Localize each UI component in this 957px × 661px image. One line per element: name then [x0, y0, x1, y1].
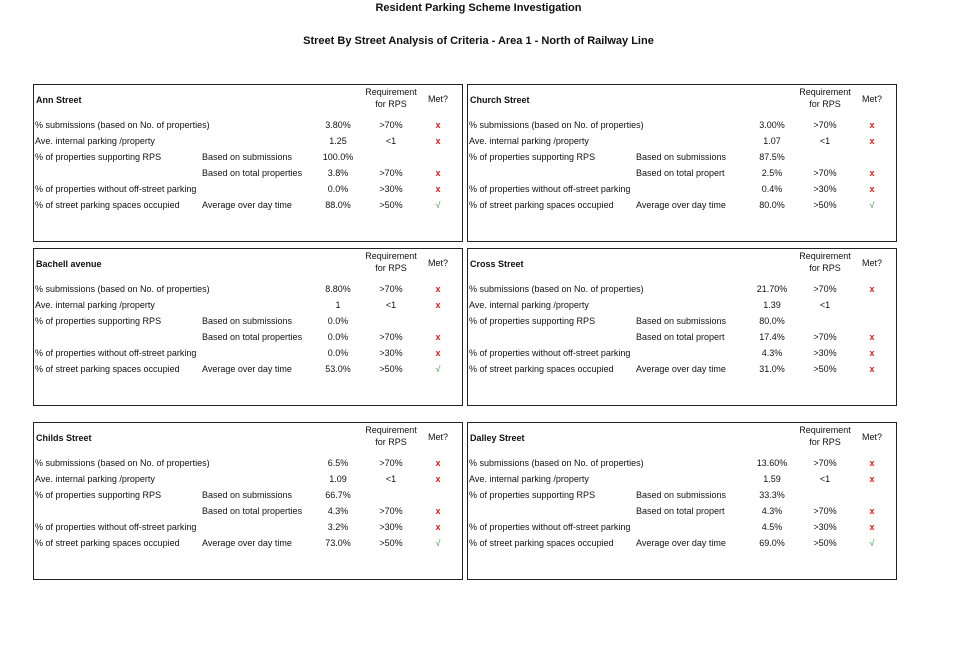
requirement-header: Requirement for RPS	[365, 87, 417, 109]
criteria-value: 0.0%	[327, 348, 349, 358]
criteria-label: % of street parking spaces occupied	[469, 364, 614, 374]
requirement-value: >30%	[813, 522, 837, 532]
criteria-row	[34, 150, 462, 164]
criteria-row	[468, 520, 896, 534]
criteria-row	[34, 182, 462, 196]
criteria-row	[468, 504, 896, 518]
criteria-row	[34, 314, 462, 328]
requirement-value: >70%	[379, 168, 403, 178]
criteria-row	[34, 198, 462, 212]
criteria-label: Ave. internal parking /property	[35, 136, 155, 146]
criteria-label: % of properties without off-street parking	[35, 522, 197, 532]
criteria-label: % of properties without off-street parking	[35, 348, 197, 358]
requirement-value: >70%	[379, 332, 403, 342]
panel-header	[34, 249, 462, 281]
criteria-basis: Based on total propert	[636, 168, 725, 178]
criteria-value: 17.4%	[759, 332, 785, 342]
criteria-row	[34, 166, 462, 180]
criteria-basis: Based on total properties	[202, 168, 303, 178]
criteria-label: % of properties without off-street parking	[35, 184, 197, 194]
not-met-x-icon: x	[869, 458, 875, 468]
requirement-value: >70%	[379, 458, 403, 468]
criteria-label: % of properties without off-street parking	[469, 184, 631, 194]
criteria-row	[34, 298, 462, 312]
criteria-value: 3.8%	[327, 168, 349, 178]
report-title: Resident Parking Scheme Investigation	[375, 2, 582, 14]
not-met-x-icon: x	[435, 474, 441, 484]
requirement-value: >30%	[379, 348, 403, 358]
street-panel	[467, 84, 897, 242]
not-met-x-icon: x	[869, 184, 875, 194]
criteria-row	[468, 182, 896, 196]
criteria-value: 2.5%	[761, 168, 783, 178]
criteria-label: Ave. internal parking /property	[469, 474, 589, 484]
criteria-value: 66.7%	[325, 490, 351, 500]
criteria-value: 69.0%	[759, 538, 785, 548]
criteria-label: % of street parking spaces occupied	[35, 364, 180, 374]
criteria-row	[34, 346, 462, 360]
criteria-row	[468, 282, 896, 296]
criteria-basis: Average over day time	[202, 200, 292, 210]
criteria-value: 1.09	[329, 474, 347, 484]
not-met-x-icon: x	[435, 184, 441, 194]
criteria-label: % of properties supporting RPS	[35, 152, 162, 162]
requirement-value: >50%	[379, 200, 403, 210]
street-panel	[467, 422, 897, 580]
requirement-value: <1	[385, 136, 397, 146]
requirement-header: Requirement for RPS	[799, 251, 851, 273]
criteria-basis: Based on total properties	[202, 332, 303, 342]
criteria-label: Ave. internal parking /property	[35, 300, 155, 310]
criteria-value: 88.0%	[325, 200, 351, 210]
criteria-basis: Based on submissions	[636, 490, 727, 500]
criteria-basis: Based on submissions	[636, 316, 727, 326]
requirement-value: <1	[819, 474, 831, 484]
criteria-value: 21.70%	[756, 284, 788, 294]
criteria-row	[34, 536, 462, 550]
criteria-basis: Based on submissions	[202, 316, 293, 326]
street-name: Cross Street	[470, 259, 524, 269]
criteria-value: 0.0%	[327, 332, 349, 342]
street-panel	[33, 248, 463, 406]
not-met-x-icon: x	[869, 522, 875, 532]
met-header: Met?	[427, 258, 448, 268]
not-met-x-icon: x	[869, 284, 875, 294]
criteria-row	[468, 198, 896, 212]
met-header: Met?	[427, 94, 448, 104]
met-check-icon: √	[435, 364, 441, 374]
criteria-row	[468, 536, 896, 550]
criteria-value: 4.5%	[761, 522, 783, 532]
criteria-value: 6.5%	[327, 458, 349, 468]
panel-header	[468, 85, 896, 117]
not-met-x-icon: x	[435, 168, 441, 178]
requirement-value: >70%	[813, 168, 837, 178]
criteria-value: 8.80%	[325, 284, 351, 294]
requirement-header: Requirement for RPS	[799, 87, 851, 109]
criteria-label: % of properties supporting RPS	[35, 316, 162, 326]
criteria-value: 87.5%	[759, 152, 785, 162]
requirement-value: >70%	[813, 506, 837, 516]
criteria-value: 80.0%	[759, 200, 785, 210]
not-met-x-icon: x	[435, 332, 441, 342]
requirement-value: <1	[385, 474, 397, 484]
requirement-value: <1	[819, 300, 831, 310]
criteria-label: Ave. internal parking /property	[35, 474, 155, 484]
criteria-basis: Based on submissions	[202, 152, 293, 162]
criteria-value: 1.25	[329, 136, 347, 146]
criteria-basis: Average over day time	[202, 364, 292, 374]
criteria-row	[468, 456, 896, 470]
requirement-value: >70%	[379, 284, 403, 294]
street-panel	[33, 422, 463, 580]
criteria-value: 0.4%	[761, 184, 783, 194]
criteria-label: % submissions (based on No. of properties)	[35, 458, 210, 468]
criteria-row	[468, 166, 896, 180]
requirement-value: >70%	[379, 120, 403, 130]
panel-header	[468, 249, 896, 281]
criteria-row	[468, 118, 896, 132]
requirement-value: >70%	[813, 120, 837, 130]
criteria-value: 1	[335, 300, 341, 310]
met-check-icon: √	[435, 200, 441, 210]
criteria-label: % of street parking spaces occupied	[35, 200, 180, 210]
report-subtitle: Street By Street Analysis of Criteria - Area 1 - North of Railway Line	[303, 35, 654, 47]
criteria-row	[34, 488, 462, 502]
street-name: Church Street	[470, 95, 530, 105]
met-header: Met?	[427, 432, 448, 442]
criteria-label: % of properties without off-street parking	[469, 348, 631, 358]
criteria-basis: Based on submissions	[202, 490, 293, 500]
criteria-label: % of properties supporting RPS	[35, 490, 162, 500]
panel-header	[34, 423, 462, 455]
requirement-value: <1	[385, 300, 397, 310]
criteria-row	[34, 504, 462, 518]
requirement-value: >30%	[379, 522, 403, 532]
panel-header	[468, 423, 896, 455]
not-met-x-icon: x	[869, 136, 875, 146]
street-name: Childs Street	[36, 433, 92, 443]
criteria-value: 100.0%	[322, 152, 354, 162]
not-met-x-icon: x	[435, 300, 441, 310]
criteria-row	[468, 150, 896, 164]
criteria-row	[468, 472, 896, 486]
requirement-value: >70%	[813, 284, 837, 294]
criteria-row	[34, 520, 462, 534]
not-met-x-icon: x	[435, 348, 441, 358]
criteria-row	[468, 314, 896, 328]
criteria-basis: Average over day time	[636, 364, 726, 374]
criteria-row	[34, 282, 462, 296]
criteria-label: % of street parking spaces occupied	[469, 200, 614, 210]
criteria-value: 53.0%	[325, 364, 351, 374]
criteria-value: 3.2%	[327, 522, 349, 532]
criteria-row	[34, 118, 462, 132]
criteria-label: % submissions (based on No. of properties)	[35, 120, 210, 130]
requirement-value: >30%	[813, 348, 837, 358]
criteria-label: % submissions (based on No. of properties)	[35, 284, 210, 294]
criteria-label: % of properties supporting RPS	[469, 152, 596, 162]
requirement-value: >50%	[813, 364, 837, 374]
requirement-value: >30%	[813, 184, 837, 194]
met-header: Met?	[861, 432, 882, 442]
criteria-value: 1.59	[763, 474, 781, 484]
criteria-value: 4.3%	[761, 348, 783, 358]
criteria-value: 13.60%	[756, 458, 788, 468]
requirement-value: >70%	[379, 506, 403, 516]
criteria-value: 0.0%	[327, 184, 349, 194]
requirement-header: Requirement for RPS	[799, 425, 851, 447]
criteria-label: % of properties without off-street parking	[469, 522, 631, 532]
requirement-header: Requirement for RPS	[365, 251, 417, 273]
met-check-icon: √	[435, 538, 441, 548]
criteria-label: Ave. internal parking /property	[469, 300, 589, 310]
criteria-basis: Average over day time	[636, 200, 726, 210]
met-check-icon: √	[869, 200, 875, 210]
criteria-value: 31.0%	[759, 364, 785, 374]
not-met-x-icon: x	[435, 120, 441, 130]
met-header: Met?	[861, 258, 882, 268]
criteria-value: 1.39	[763, 300, 781, 310]
criteria-label: % of street parking spaces occupied	[469, 538, 614, 548]
panel-header	[34, 85, 462, 117]
criteria-label: % submissions (based on No. of properties)	[469, 120, 644, 130]
criteria-row	[468, 346, 896, 360]
street-panel	[467, 248, 897, 406]
criteria-row	[34, 134, 462, 148]
criteria-value: 3.00%	[759, 120, 785, 130]
criteria-basis: Based on total propert	[636, 332, 725, 342]
criteria-row	[468, 134, 896, 148]
not-met-x-icon: x	[869, 364, 875, 374]
criteria-value: 33.3%	[759, 490, 785, 500]
criteria-row	[34, 456, 462, 470]
requirement-value: >50%	[379, 364, 403, 374]
criteria-row	[468, 362, 896, 376]
requirement-value: >50%	[379, 538, 403, 548]
requirement-value: >70%	[813, 458, 837, 468]
criteria-value: 4.3%	[327, 506, 349, 516]
criteria-row	[468, 298, 896, 312]
criteria-row	[468, 488, 896, 502]
criteria-basis: Based on submissions	[636, 152, 727, 162]
requirement-value: >50%	[813, 538, 837, 548]
requirement-header: Requirement for RPS	[365, 425, 417, 447]
street-name: Ann Street	[36, 95, 82, 105]
criteria-label: % submissions (based on No. of properties)	[469, 458, 644, 468]
criteria-value: 3.80%	[325, 120, 351, 130]
street-panel	[33, 84, 463, 242]
criteria-value: 73.0%	[325, 538, 351, 548]
criteria-basis: Average over day time	[202, 538, 292, 548]
criteria-value: 0.0%	[327, 316, 349, 326]
criteria-value: 4.3%	[761, 506, 783, 516]
criteria-basis: Average over day time	[636, 538, 726, 548]
street-name: Bachell avenue	[36, 259, 102, 269]
criteria-value: 1.07	[763, 136, 781, 146]
not-met-x-icon: x	[435, 522, 441, 532]
criteria-row	[468, 330, 896, 344]
criteria-label: % submissions (based on No. of properties)	[469, 284, 644, 294]
met-check-icon: √	[869, 538, 875, 548]
not-met-x-icon: x	[869, 348, 875, 358]
not-met-x-icon: x	[435, 506, 441, 516]
street-name: Dalley Street	[470, 433, 525, 443]
not-met-x-icon: x	[869, 506, 875, 516]
criteria-label: % of street parking spaces occupied	[35, 538, 180, 548]
not-met-x-icon: x	[869, 474, 875, 484]
requirement-value: >50%	[813, 200, 837, 210]
not-met-x-icon: x	[869, 168, 875, 178]
not-met-x-icon: x	[435, 284, 441, 294]
criteria-row	[34, 362, 462, 376]
met-header: Met?	[861, 94, 882, 104]
requirement-value: >70%	[813, 332, 837, 342]
criteria-value: 80.0%	[759, 316, 785, 326]
requirement-value: >30%	[379, 184, 403, 194]
requirement-value: <1	[819, 136, 831, 146]
criteria-label: Ave. internal parking /property	[469, 136, 589, 146]
criteria-row	[34, 330, 462, 344]
not-met-x-icon: x	[435, 136, 441, 146]
criteria-basis: Based on total propert	[636, 506, 725, 516]
not-met-x-icon: x	[435, 458, 441, 468]
criteria-row	[34, 472, 462, 486]
criteria-label: % of properties supporting RPS	[469, 490, 596, 500]
not-met-x-icon: x	[869, 120, 875, 130]
criteria-label: % of properties supporting RPS	[469, 316, 596, 326]
criteria-basis: Based on total properties	[202, 506, 303, 516]
not-met-x-icon: x	[869, 332, 875, 342]
